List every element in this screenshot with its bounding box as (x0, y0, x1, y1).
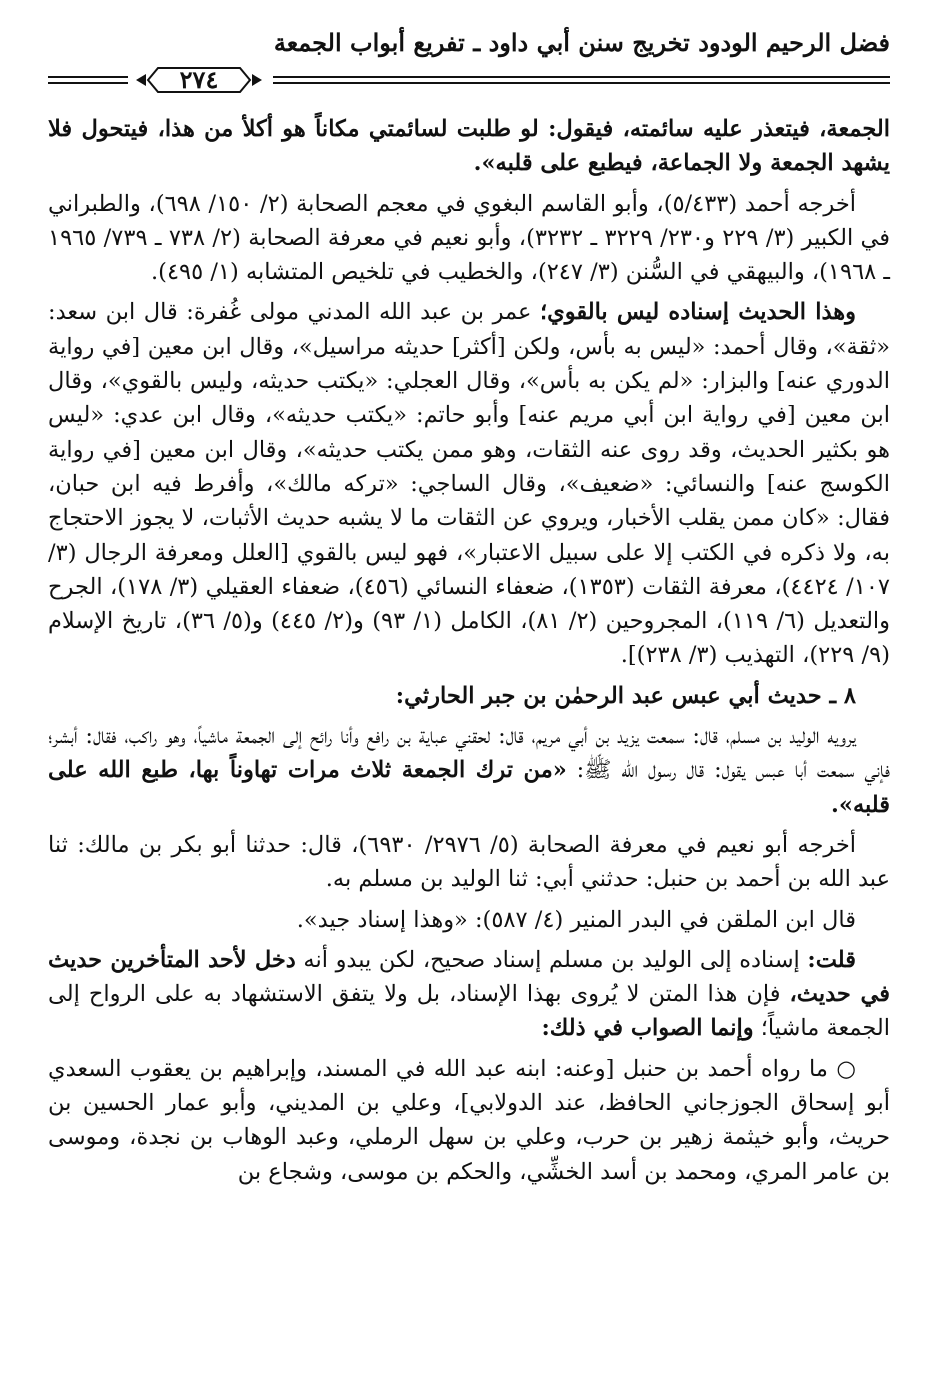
running-title: فضل الرحيم الودود تخريج سنن أبي داود ـ تفريع أبواب الجمعة (273, 28, 890, 57)
hadith-narration-paragraph: يرويه الوليد بن مسلم، قال: سمعت يزيد بن أبي مريم، قال: لحقني عباية بن رافع وأنا رائح إلى الجمعة ماشياً، وهو راكب، فقال: أبشر؛ فإني سمعت أبا عبس يقول: قال رسول الله ﷺ: «من ترك الجمعة ثلاث مرات تهاوناً بها، طبع الله على قلبه». (48, 723, 890, 818)
hadith-matn: «من ترك الجمعة ثلاث مرات تهاوناً بها، طبع الله على قلبه». (48, 757, 890, 818)
isnad-assessment-paragraph: وهذا الحديث إسناده ليس بالقوي؛ عمر بن عبد الله المدني مولى غُفرة: قال ابن سعد: «ثقة»، وقال أحمد: «ليس به بأس، ولكن [أكثر] حديثه مراسيل»، وقال ابن معين [في رواية الدوري عنه] والبزار: «لم يكن به بأس»، وقال العجلي: «يكتب حديثه، وليس بالقوي»، وقال ابن معين [في رواية ابن أبي مريم عنه] وأبو حاتم: «يكتب حديثه»، وقال ابن عدي: «ليس هو بكثير الحديث، وقد روى عنه الثقات، وهو ممن يكتب حديثه»، وقال ابن معين [في رواية الكوسج عنه] والنسائي: «ضعيف»، وقال الساجي: «تركه مالك»، وأفرط فيه ابن حبان، فقال: «كان ممن يقلب الأخبار، ويروي عن الثقات ما لا يشبه حديث الأثبات، لا يجوز الاحتجاج به، ولا ذكره في الكتب إلا على سبيل الاعتبار»، فهو ليس بالقوي [العلل ومعرفة الرجال (٣/ ١٠٧/ ٤٤٢٤)، معرفة الثقات (١٣٥٣)، ضعفاء النسائي (٤٥٦)، ضعفاء العقيلي (٣/ ١٧٨)، الجرح والتعديل (٦/ ١١٩)، المجروحين (٢/ ٨١)، الكامل (١/ ٩٣) و(٢/ ٤٤٥) و(٥/ ٣٦)، تاريخ الإسلام (٩/ ٢٢٩)، التهذيب (٣/ ٢٣٨)]. (48, 299, 891, 669)
assessment-lead: وهذا الحديث إسناده ليس بالقوي؛ (539, 299, 856, 326)
running-header (48, 20, 890, 110)
main-text (48, 112, 890, 1195)
hadith-text-continuation: الجمعة، فيتعذر عليه سائمته، فيقول: لو طلبت لسائمتي مكاناً هو أكلأ من هذا، فيتحول فلا يشهد الجمعة ولا الجماعة، فيطبع على قلبه». (48, 116, 890, 177)
section-heading-8: ٨ ـ حديث أبي عبس عبد الرحمٰن بن جبر الحارثي: (395, 682, 856, 709)
author-comment-paragraph: قلت: إسناده إلى الوليد بن مسلم إسناد صحيح، لكن يبدو أنه دخل لأحد المتأخرين حديث في حديث، فإن هذا المتن لا يُروى بهذا الإسناد، بل ولا يتفق الاستشهاد به على الرواح إلى الجمعة ماشياً؛ وإنما الصواب في ذلك: (48, 946, 890, 1042)
narrators-list-paragraph: ○ ما رواه أحمد بن حنبل [وعنه: ابنه عبد الله في المسند، وإبراهيم بن يعقوب السعدي أبو إسحاق الجوزجاني الحافظ، عند الدولابي]، وعلي بن المديني، وأبو عمار الحسين بن حريث، وأبو خيثمة زهير بن حرب، وعلي بن سهل الرملي، وعبد الوهاب بن نجدة، وموسى بن عامر المري، ومحمد بن أسد الخشِّي، والحكم بن موسى، وشجاع بن (48, 1055, 890, 1185)
takhrij-paragraph: أخرجه أحمد (٥/٤٣٣)، وأبو القاسم البغوي في معجم الصحابة (٢/ ١٥٠/ ٦٩٨)، والطبراني في الكبير (٣/ ٢٢٩ و٢٣٠/ ٣٢٢٩ ـ ٣٢٣٢)، وأبو نعيم في معرفة الصحابة (٢/ ٧٣٨ ـ ٧٣٩/ ١٩٦٥ ـ ١٩٦٨)، والبيهقي في السُّنن (٣/ ٢٤٧)، والخطيب في تلخيص المتشابه (١/ ٤٩٥). (48, 190, 891, 286)
page-number-text: ٢٧٤ (179, 65, 219, 94)
takhrij-paragraph-2: أخرجه أبو نعيم في معرفة الصحابة (٥/ ٢٩٧٦/ ٦٩٣٠)، قال: حدثنا أبو بكر بن مالك: ثنا عبد الله بن أحمد بن حنبل: حدثني أبي: ثنا الوليد بن مسلم به. (48, 831, 890, 893)
book-page (48, 0, 890, 1380)
page-number (134, 62, 264, 98)
ibn-mulaqqin-quote: قال ابن الملقن في البدر المنير (٤/ ٥٨٧): «وهذا إسناد جيد». (296, 906, 856, 933)
